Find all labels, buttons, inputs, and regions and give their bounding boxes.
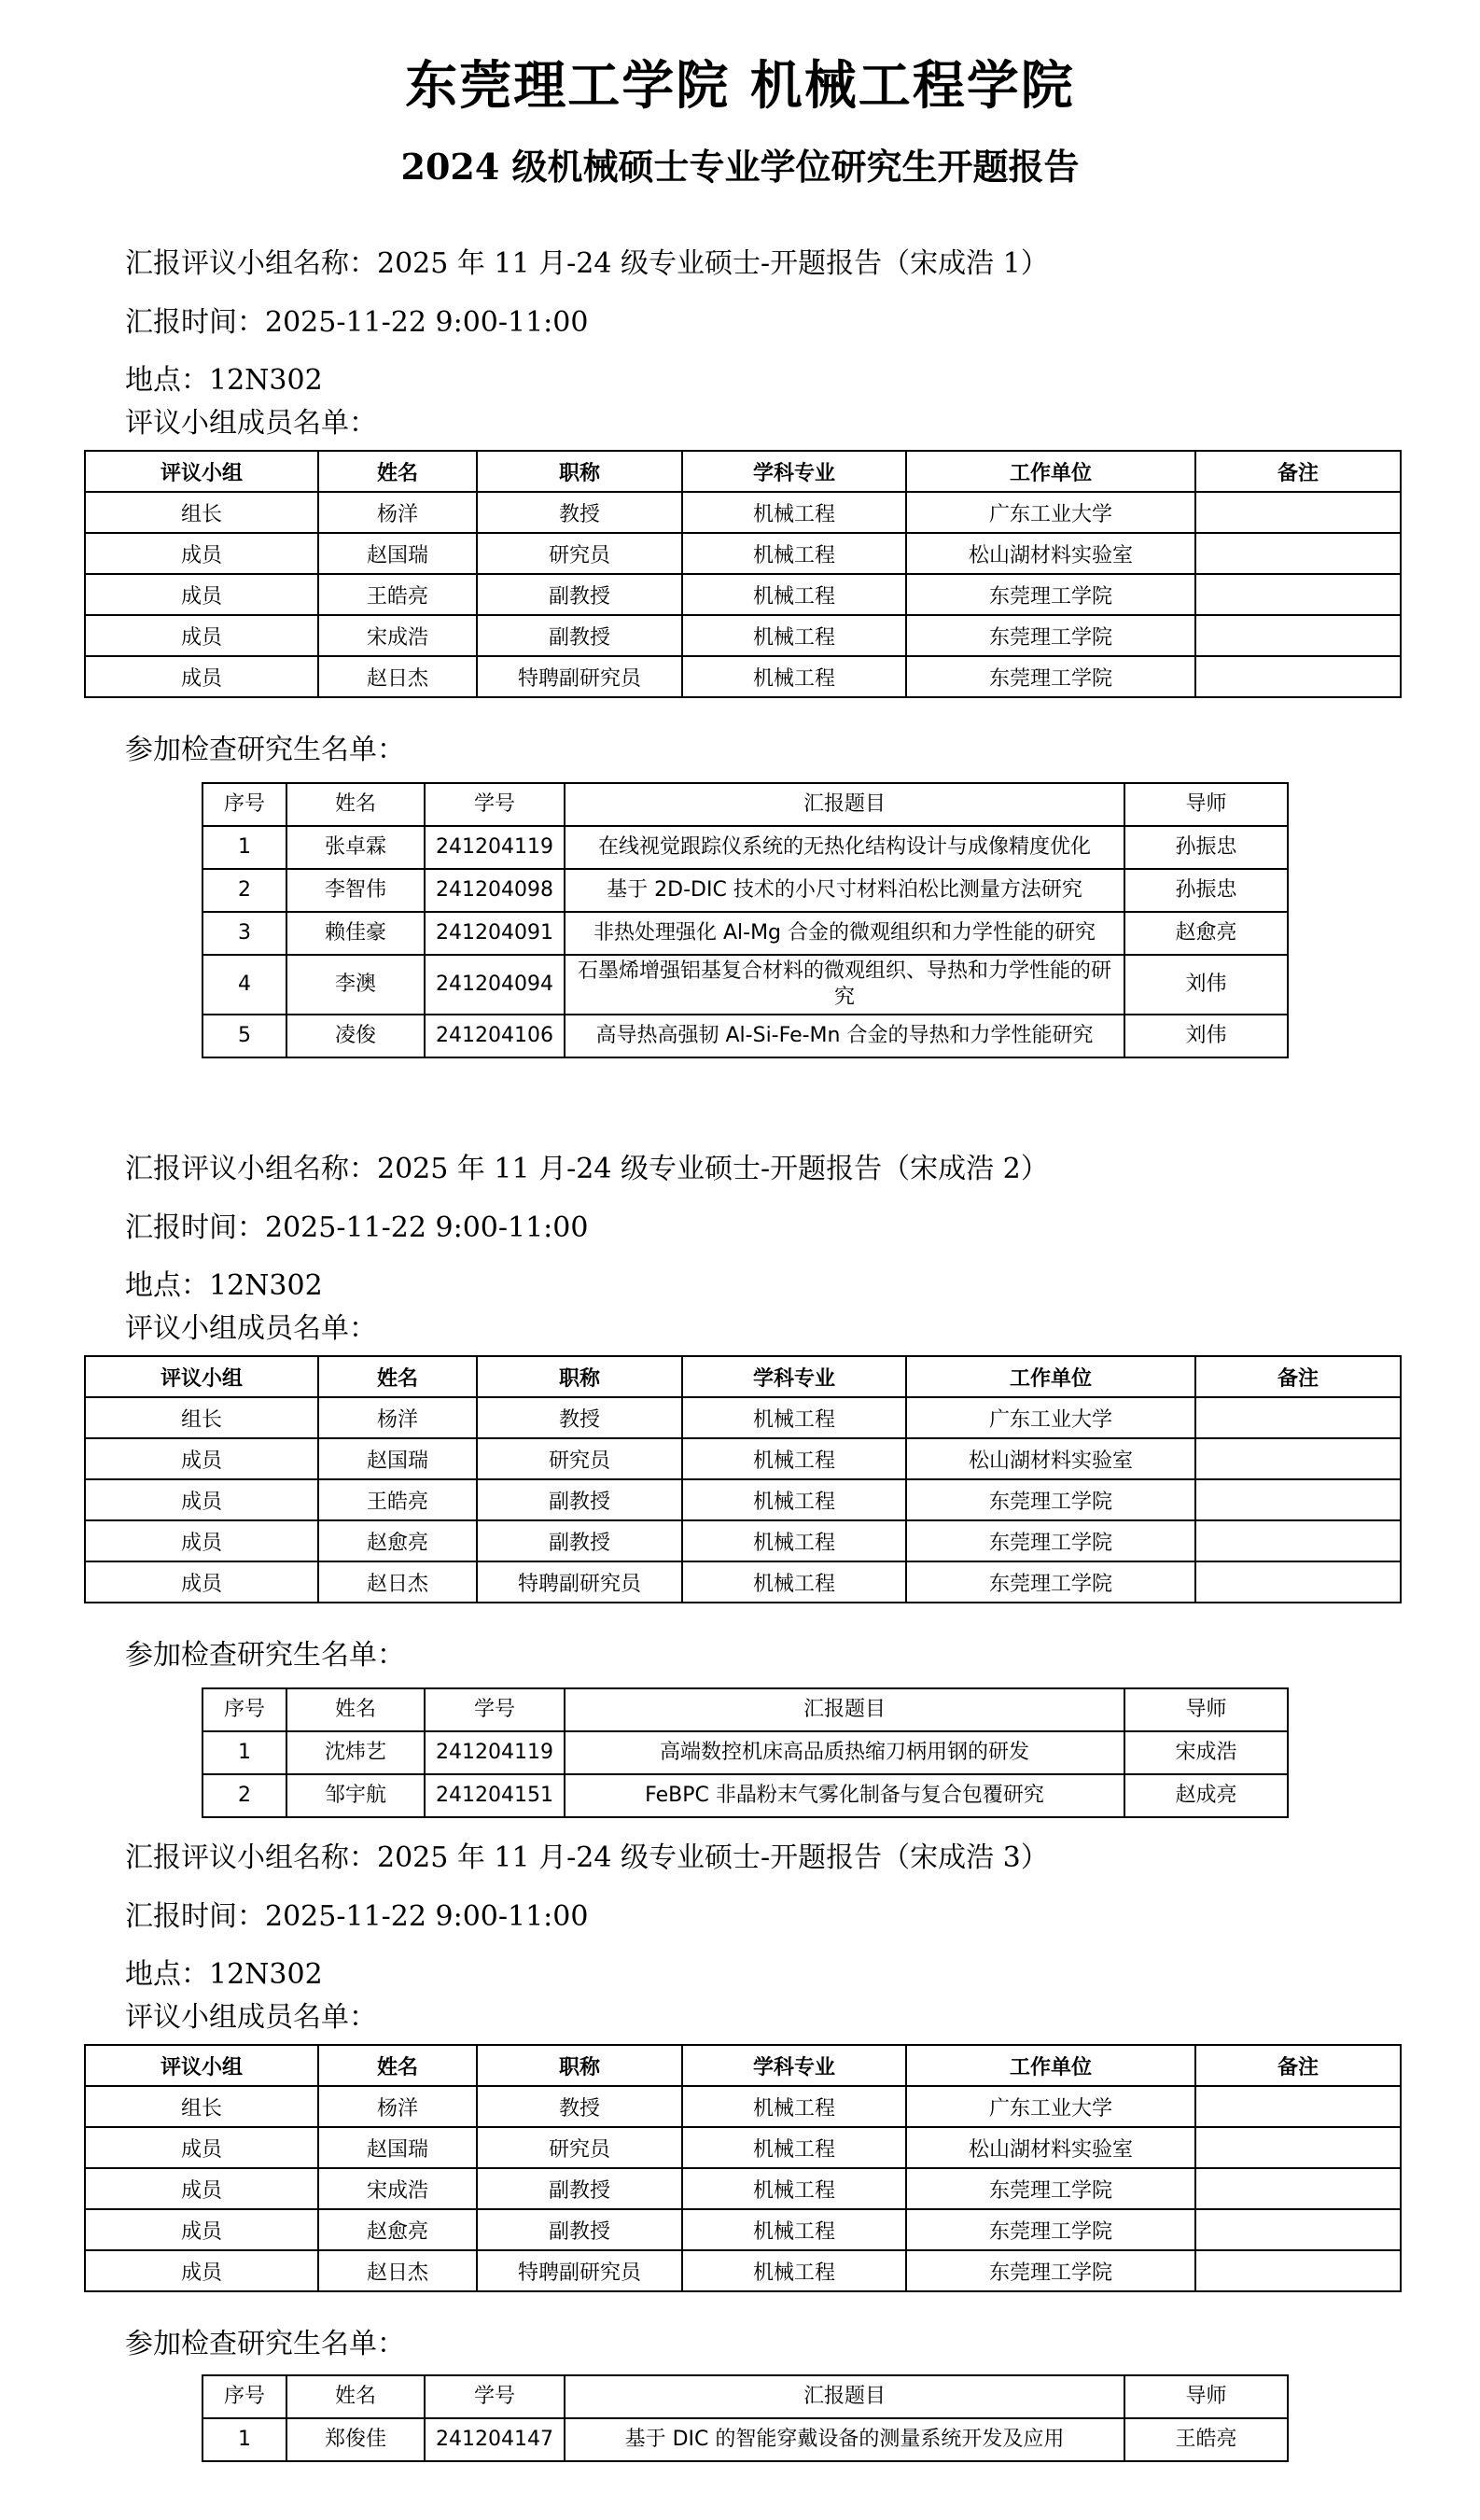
table-cell: 赵愈亮	[318, 2209, 477, 2250]
column-header: 工作单位	[906, 2045, 1195, 2086]
students-title: 参加检查研究生名单：	[125, 1639, 405, 1672]
table-cell: 241204091	[425, 912, 565, 955]
column-header: 职称	[477, 1356, 682, 1397]
table-cell	[1195, 2086, 1401, 2127]
table-cell: 赵愈亮	[1124, 912, 1288, 955]
table-cell: 东莞理工学院	[906, 2250, 1195, 2291]
table-cell: 副教授	[477, 574, 682, 615]
table-cell: 东莞理工学院	[906, 2209, 1195, 2250]
table-cell: 机械工程	[682, 1479, 906, 1520]
table-cell: 松山湖材料实验室	[906, 533, 1195, 574]
table-row	[202, 1774, 1288, 1817]
table-row	[202, 1731, 1288, 1774]
table-cell: 在线视觉跟踪仪系统的无热化结构设计与成像精度优化	[565, 826, 1124, 869]
table-cell: 基于 DIC 的智能穿戴设备的测量系统开发及应用	[565, 2418, 1124, 2461]
column-header: 导师	[1124, 2375, 1288, 2418]
column-header: 学号	[425, 1688, 565, 1731]
table-cell: 广东工业大学	[906, 1397, 1195, 1438]
table-row	[85, 1438, 1401, 1479]
table-row	[85, 1520, 1401, 1561]
table-cell: 石墨烯增强铝基复合材料的微观组织、导热和力学性能的研究	[565, 955, 1124, 1015]
table-row	[202, 869, 1288, 912]
table-cell: 宋成浩	[318, 615, 477, 656]
table-cell: 研究员	[477, 533, 682, 574]
report-place	[125, 1269, 323, 1303]
table-cell: 东莞理工学院	[906, 1479, 1195, 1520]
report-place-value: 12N302	[209, 1269, 323, 1302]
table-cell: 刘伟	[1124, 1015, 1288, 1057]
table-cell	[1195, 2209, 1401, 2250]
report-time-value: 2025-11-22 9:00-11:00	[265, 1900, 589, 1933]
table-row	[202, 2418, 1288, 2461]
report-time	[125, 1900, 588, 1934]
column-header: 评议小组	[85, 451, 318, 492]
table-cell: 3	[202, 912, 286, 955]
report-place-value: 12N302	[209, 364, 323, 397]
students-header-row	[202, 2375, 1288, 2418]
group-name-label: 汇报评议小组名称：	[125, 247, 377, 280]
reviewers-table	[84, 2044, 1402, 2292]
table-cell: 2	[202, 869, 286, 912]
column-header: 序号	[202, 2375, 286, 2418]
table-cell: 副教授	[477, 615, 682, 656]
table-cell: 东莞理工学院	[906, 2168, 1195, 2209]
report-time-label: 汇报时间：	[125, 1900, 265, 1933]
table-cell: 赖佳豪	[286, 912, 425, 955]
table-cell: 赵日杰	[318, 2250, 477, 2291]
table-row	[202, 955, 1288, 1015]
table-cell: 特聘副研究员	[477, 1561, 682, 1603]
table-cell: 成员	[85, 2168, 318, 2209]
column-header: 职称	[477, 2045, 682, 2086]
table-cell: 副教授	[477, 2168, 682, 2209]
table-cell: 非热处理强化 Al-Mg 合金的微观组织和力学性能的研究	[565, 912, 1124, 955]
students-title: 参加检查研究生名单：	[125, 734, 405, 766]
table-cell: 机械工程	[682, 656, 906, 697]
report-time-label: 汇报时间：	[125, 1211, 265, 1244]
table-cell: 机械工程	[682, 2127, 906, 2168]
table-cell: 松山湖材料实验室	[906, 1438, 1195, 1479]
table-cell: 成员	[85, 2209, 318, 2250]
table-cell: 宋成浩	[1124, 1731, 1288, 1774]
table-row	[85, 2250, 1401, 2291]
column-header: 汇报题目	[565, 2375, 1124, 2418]
table-cell: 机械工程	[682, 1397, 906, 1438]
table-cell: 东莞理工学院	[906, 1561, 1195, 1603]
column-header: 评议小组	[85, 1356, 318, 1397]
table-cell: 凌俊	[286, 1015, 425, 1057]
table-cell: 教授	[477, 1397, 682, 1438]
table-cell: 教授	[477, 492, 682, 533]
students-title: 参加检查研究生名单：	[125, 2328, 405, 2360]
table-cell: 机械工程	[682, 1438, 906, 1479]
column-header: 备注	[1195, 451, 1401, 492]
table-row	[85, 574, 1401, 615]
report-place-label: 地点：	[125, 1269, 209, 1302]
table-cell: 机械工程	[682, 492, 906, 533]
table-cell: 张卓霖	[286, 826, 425, 869]
table-cell: 机械工程	[682, 615, 906, 656]
group-name-value: 2025 年 11 月-24 级专业硕士-开题报告（宋成浩 2）	[377, 1153, 1049, 1185]
table-row	[85, 2168, 1401, 2209]
report-time	[125, 306, 588, 340]
table-cell: 教授	[477, 2086, 682, 2127]
table-cell: FeBPC 非晶粉末气雾化制备与复合包覆研究	[565, 1774, 1124, 1817]
table-cell	[1195, 492, 1401, 533]
table-cell	[1195, 2168, 1401, 2209]
table-cell	[1195, 2250, 1401, 2291]
column-header: 学科专业	[682, 2045, 906, 2086]
table-cell: 李澳	[286, 955, 425, 1015]
table-cell: 成员	[85, 2127, 318, 2168]
report-place	[125, 364, 323, 398]
table-cell: 宋成浩	[318, 2168, 477, 2209]
group-name-value: 2025 年 11 月-24 级专业硕士-开题报告（宋成浩 1）	[377, 247, 1049, 280]
table-cell: 机械工程	[682, 2168, 906, 2209]
table-cell: 机械工程	[682, 533, 906, 574]
table-cell: 高端数控机床高品质热缩刀柄用钢的研发	[565, 1731, 1124, 1774]
column-header: 导师	[1124, 783, 1288, 826]
table-row	[85, 615, 1401, 656]
report-time	[125, 1211, 588, 1245]
table-cell: 松山湖材料实验室	[906, 2127, 1195, 2168]
table-cell: 成员	[85, 1479, 318, 1520]
table-cell: 基于 2D-DIC 技术的小尺寸材料泊松比测量方法研究	[565, 869, 1124, 912]
table-cell	[1195, 2127, 1401, 2168]
table-cell: 241204098	[425, 869, 565, 912]
table-cell: 1	[202, 1731, 286, 1774]
reviewers-title: 评议小组成员名单：	[125, 2001, 377, 2034]
table-row	[85, 533, 1401, 574]
table-cell: 研究员	[477, 1438, 682, 1479]
table-cell	[1195, 1561, 1401, 1603]
table-cell: 副教授	[477, 2209, 682, 2250]
table-cell: 副教授	[477, 1520, 682, 1561]
table-cell	[1195, 574, 1401, 615]
column-header: 职称	[477, 451, 682, 492]
document-subtitle: 2024 级机械硕士专业学位研究生开题报告	[400, 146, 1080, 188]
column-header: 学号	[425, 783, 565, 826]
column-header: 学科专业	[682, 1356, 906, 1397]
students-table	[202, 2374, 1289, 2462]
report-time-label: 汇报时间：	[125, 306, 265, 339]
table-cell: 成员	[85, 1438, 318, 1479]
report-time-value: 2025-11-22 9:00-11:00	[265, 306, 589, 339]
table-row	[85, 1561, 1401, 1603]
table-row	[202, 826, 1288, 869]
table-cell: 组长	[85, 492, 318, 533]
table-cell: 机械工程	[682, 1520, 906, 1561]
column-header: 评议小组	[85, 2045, 318, 2086]
table-cell: 郑俊佳	[286, 2418, 425, 2461]
group-name	[125, 1153, 1049, 1186]
students-header-row	[202, 1688, 1288, 1731]
table-cell: 4	[202, 955, 286, 1015]
table-cell: 沈炜艺	[286, 1731, 425, 1774]
column-header: 姓名	[286, 2375, 425, 2418]
column-header: 汇报题目	[565, 1688, 1124, 1731]
table-row	[85, 1479, 1401, 1520]
reviewers-table	[84, 450, 1402, 698]
group-name-value: 2025 年 11 月-24 级专业硕士-开题报告（宋成浩 3）	[377, 1841, 1049, 1874]
table-cell: 孙振忠	[1124, 826, 1288, 869]
table-cell: 赵愈亮	[318, 1520, 477, 1561]
column-header: 备注	[1195, 2045, 1401, 2086]
column-header: 汇报题目	[565, 783, 1124, 826]
column-header: 姓名	[286, 783, 425, 826]
report-place-label: 地点：	[125, 1958, 209, 1991]
column-header: 序号	[202, 783, 286, 826]
table-cell: 孙振忠	[1124, 869, 1288, 912]
table-cell: 5	[202, 1015, 286, 1057]
table-cell: 李智伟	[286, 869, 425, 912]
reviewers-header-row	[85, 451, 1401, 492]
table-cell: 研究员	[477, 2127, 682, 2168]
column-header: 工作单位	[906, 1356, 1195, 1397]
table-cell	[1195, 1479, 1401, 1520]
table-cell: 杨洋	[318, 492, 477, 533]
table-cell: 杨洋	[318, 1397, 477, 1438]
column-header: 姓名	[318, 1356, 477, 1397]
table-cell: 机械工程	[682, 2086, 906, 2127]
table-row	[85, 2127, 1401, 2168]
table-cell: 机械工程	[682, 2250, 906, 2291]
table-cell: 组长	[85, 1397, 318, 1438]
table-cell: 241204151	[425, 1774, 565, 1817]
table-cell: 赵国瑞	[318, 533, 477, 574]
table-cell: 王皓亮	[318, 1479, 477, 1520]
table-cell: 赵国瑞	[318, 2127, 477, 2168]
table-cell: 赵日杰	[318, 656, 477, 697]
table-cell	[1195, 1438, 1401, 1479]
reviewers-header-row	[85, 1356, 1401, 1397]
reviewers-header-row	[85, 2045, 1401, 2086]
table-cell: 成员	[85, 615, 318, 656]
table-cell	[1195, 656, 1401, 697]
table-cell: 成员	[85, 2250, 318, 2291]
report-place	[125, 1958, 323, 1992]
table-row	[85, 2209, 1401, 2250]
table-cell: 1	[202, 2418, 286, 2461]
reviewers-title: 评议小组成员名单：	[125, 1312, 377, 1345]
group-name	[125, 1841, 1049, 1875]
table-cell: 副教授	[477, 1479, 682, 1520]
table-cell: 赵成亮	[1124, 1774, 1288, 1817]
table-cell: 特聘副研究员	[477, 656, 682, 697]
table-cell: 高导热高强韧 Al-Si-Fe-Mn 合金的导热和力学性能研究	[565, 1015, 1124, 1057]
table-cell: 机械工程	[682, 2209, 906, 2250]
table-row	[85, 656, 1401, 697]
table-row	[85, 492, 1401, 533]
document-title: 东莞理工学院 机械工程学院	[405, 55, 1075, 117]
table-cell: 组长	[85, 2086, 318, 2127]
group-name-label: 汇报评议小组名称：	[125, 1153, 377, 1185]
table-cell: 东莞理工学院	[906, 615, 1195, 656]
column-header: 学科专业	[682, 451, 906, 492]
table-cell: 王皓亮	[1124, 2418, 1288, 2461]
table-cell: 刘伟	[1124, 955, 1288, 1015]
column-header: 姓名	[318, 2045, 477, 2086]
table-cell: 广东工业大学	[906, 2086, 1195, 2127]
group-name-label: 汇报评议小组名称：	[125, 1841, 377, 1874]
table-cell: 241204147	[425, 2418, 565, 2461]
table-cell: 241204094	[425, 955, 565, 1015]
table-cell: 成员	[85, 656, 318, 697]
table-cell: 机械工程	[682, 574, 906, 615]
table-row	[85, 1397, 1401, 1438]
table-cell: 特聘副研究员	[477, 2250, 682, 2291]
report-place-label: 地点：	[125, 364, 209, 397]
table-cell: 东莞理工学院	[906, 656, 1195, 697]
table-cell: 成员	[85, 1561, 318, 1603]
group-name	[125, 247, 1049, 281]
report-place-value: 12N302	[209, 1958, 323, 1991]
table-cell: 1	[202, 826, 286, 869]
students-table	[202, 782, 1289, 1058]
column-header: 学号	[425, 2375, 565, 2418]
table-row	[202, 1015, 1288, 1057]
column-header: 姓名	[318, 451, 477, 492]
table-cell: 赵日杰	[318, 1561, 477, 1603]
table-cell: 广东工业大学	[906, 492, 1195, 533]
table-row	[85, 2086, 1401, 2127]
table-cell	[1195, 1397, 1401, 1438]
reviewers-title: 评议小组成员名单：	[125, 407, 377, 440]
column-header: 导师	[1124, 1688, 1288, 1731]
report-time-value: 2025-11-22 9:00-11:00	[265, 1211, 589, 1244]
table-cell: 2	[202, 1774, 286, 1817]
table-cell: 成员	[85, 1520, 318, 1561]
reviewers-table	[84, 1355, 1402, 1603]
table-cell: 241204119	[425, 1731, 565, 1774]
table-row	[202, 912, 1288, 955]
column-header: 序号	[202, 1688, 286, 1731]
table-cell: 成员	[85, 574, 318, 615]
table-cell: 成员	[85, 533, 318, 574]
table-cell: 王皓亮	[318, 574, 477, 615]
table-cell	[1195, 533, 1401, 574]
table-cell: 241204119	[425, 826, 565, 869]
table-cell: 241204106	[425, 1015, 565, 1057]
table-cell: 赵国瑞	[318, 1438, 477, 1479]
table-cell	[1195, 615, 1401, 656]
students-table	[202, 1687, 1289, 1818]
column-header: 备注	[1195, 1356, 1401, 1397]
table-cell: 机械工程	[682, 1561, 906, 1603]
students-header-row	[202, 783, 1288, 826]
table-cell: 杨洋	[318, 2086, 477, 2127]
table-cell: 东莞理工学院	[906, 574, 1195, 615]
table-cell: 邹宇航	[286, 1774, 425, 1817]
table-cell	[1195, 1520, 1401, 1561]
column-header: 姓名	[286, 1688, 425, 1731]
table-cell: 东莞理工学院	[906, 1520, 1195, 1561]
column-header: 工作单位	[906, 451, 1195, 492]
